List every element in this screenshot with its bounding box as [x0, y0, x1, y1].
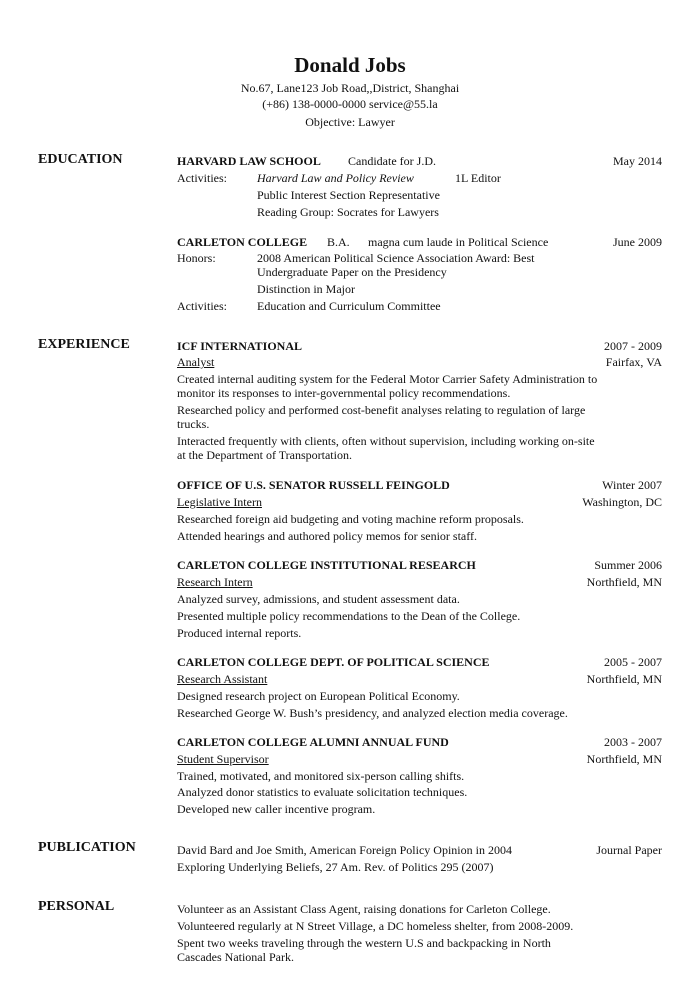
job-line: monitor its responses to inter-governmental policy recommendations.	[177, 386, 511, 400]
job-line: Presented multiple policy recommendations to the Dean of the College.	[177, 609, 521, 623]
job-org: OFFICE OF U.S. SENATOR RUSSELL FEINGOLD	[177, 478, 450, 492]
objective-line: Objective: Lawyer	[305, 115, 395, 129]
publication-heading: PUBLICATION	[38, 840, 136, 855]
job-location: Fairfax, VA	[605, 355, 662, 369]
experience-heading: EXPERIENCE	[38, 337, 130, 352]
carleton-activity-1: Education and Curriculum Committee	[257, 299, 441, 313]
job-line: Attended hearings and authored policy memos for senior staff.	[177, 529, 478, 543]
carleton-honor-2: Distinction in Major	[257, 282, 355, 296]
harvard-activities-label: Activities:	[177, 171, 227, 185]
carleton-honors-label: Honors:	[177, 251, 216, 265]
job-location: Washington, DC	[582, 495, 662, 509]
job-title: Research Assistant	[177, 672, 268, 686]
job-title: Research Intern	[177, 575, 253, 589]
job-title: Student Supervisor	[177, 752, 269, 766]
job-line: Researched policy and performed cost-benefit analyses relating to regulation of large	[177, 403, 586, 417]
publication-line-1: David Bard and Joe Smith, American Foreign Policy Opinion in 2004	[177, 843, 512, 857]
harvard-school: HARVARD LAW SCHOOL	[177, 154, 321, 168]
job-line: Researched foreign aid budgeting and voting machine reform proposals.	[177, 512, 524, 526]
job-org: ICF INTERNATIONAL	[177, 339, 303, 353]
job-title: Legislative Intern	[177, 495, 262, 509]
personal-line: Spent two weeks traveling through the western U.S and backpacking in North	[177, 936, 551, 950]
carleton-honor-1b: Undergraduate Paper on the Presidency	[257, 265, 447, 279]
job-org: CARLETON COLLEGE INSTITUTIONAL RESEARCH	[177, 558, 476, 572]
job-org: CARLETON COLLEGE DEPT. OF POLITICAL SCIENCE	[177, 655, 490, 669]
job-location: Northfield, MN	[586, 575, 662, 589]
job-date: Winter 2007	[602, 478, 662, 492]
resume-name: Donald Jobs	[294, 53, 406, 77]
job-location: Northfield, MN	[586, 752, 662, 766]
job-line: Created internal auditing system for the Federal Motor Carrier Safety Administration to	[177, 372, 598, 386]
job-line: Analyzed survey, admissions, and student assessment data.	[177, 592, 460, 606]
personal-line: Volunteer as an Assistant Class Agent, raising donations for Carleton College.	[177, 902, 551, 916]
job-line: at the Department of Transportation.	[177, 448, 352, 462]
personal-line: Cascades National Park.	[177, 950, 294, 964]
job-org: CARLETON COLLEGE ALUMNI ANNUAL FUND	[177, 735, 449, 749]
harvard-date: May 2014	[613, 154, 662, 168]
education-heading: EDUCATION	[38, 152, 123, 167]
job-date: Summer 2006	[594, 558, 662, 572]
harvard-degree: Candidate for J.D.	[348, 154, 436, 168]
personal-heading: PERSONAL	[38, 899, 115, 914]
job-title: Analyst	[177, 355, 215, 369]
carleton-school: CARLETON COLLEGE	[177, 235, 308, 249]
job-date: 2007 - 2009	[604, 339, 662, 353]
job-line: Analyzed donor statistics to evaluate solicitation techniques.	[177, 785, 468, 799]
personal-line: Volunteered regularly at N Street Village, a DC homeless shelter, from 2008-2009.	[177, 919, 574, 933]
carleton-degree: B.A.	[327, 235, 350, 249]
harvard-activity-3: Reading Group: Socrates for Lawyers	[257, 205, 439, 219]
job-date: 2003 - 2007	[604, 735, 662, 749]
job-line: Produced internal reports.	[177, 626, 302, 640]
carleton-honor-1a: 2008 American Political Science Association Award: Best	[257, 251, 535, 265]
harvard-activity-1: Harvard Law and Policy Review	[257, 171, 414, 185]
job-line: Interacted frequently with clients, often without supervision, including working on-site	[177, 434, 595, 448]
job-location: Northfield, MN	[586, 672, 662, 686]
job-line: Developed new caller incentive program.	[177, 802, 376, 816]
carleton-honor-major: magna cum laude in Political Science	[368, 235, 549, 249]
address-line: No.67, Lane123 Job Road,,District, Shanghai	[240, 81, 460, 95]
job-line: Designed research project on European Political Economy.	[177, 689, 460, 703]
contact-line: (+86) 138-0000-0000 service@55.la	[262, 97, 438, 111]
carleton-activities-label: Activities:	[177, 299, 227, 313]
job-date: 2005 - 2007	[604, 655, 662, 669]
harvard-activity-1-role: 1L Editor	[455, 171, 501, 185]
carleton-date: June 2009	[613, 235, 662, 249]
publication-line-2: Exploring Underlying Beliefs, 27 Am. Rev. of Politics 295 (2007)	[177, 860, 494, 874]
job-line: Trained, motivated, and monitored six-person calling shifts.	[177, 769, 465, 783]
job-line: trucks.	[177, 417, 210, 431]
harvard-activity-2: Public Interest Section Representative	[257, 188, 440, 202]
publication-type: Journal Paper	[596, 843, 662, 857]
job-line: Researched George W. Bush’s presidency, and analyzed election media coverage.	[177, 706, 568, 720]
